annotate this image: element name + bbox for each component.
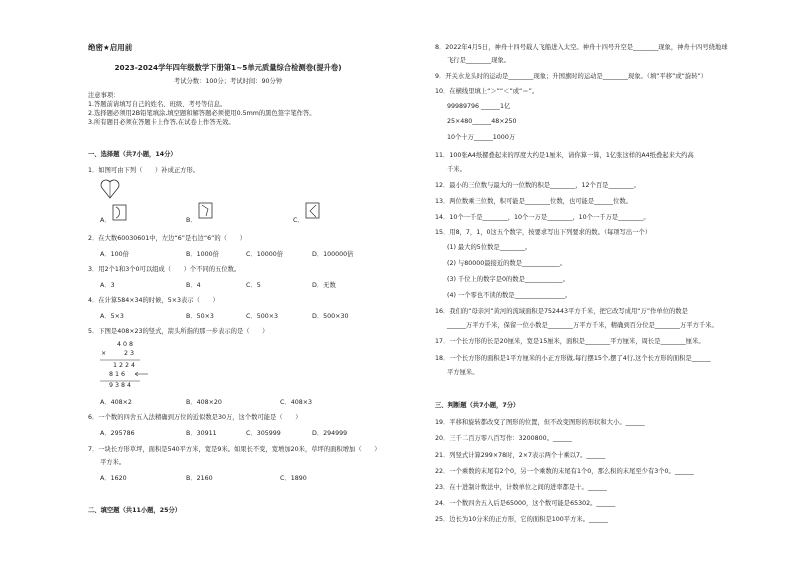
q6-option-b[interactable]: B．30911: [186, 430, 217, 437]
q12-line: 12．最小的三位数与最大的一位数的积是________，12个百是________。: [435, 182, 640, 189]
q4-option-b[interactable]: B．50×3: [186, 313, 214, 320]
q10-item-1[interactable]: 99989796 ______1亿: [447, 103, 511, 110]
vert-line-5: 9 3 8 4: [109, 382, 132, 389]
vert-line-3: 1 2 2 4: [113, 362, 136, 369]
q9-line: 9．开关水龙头时的运动是________现象；升国旗时的运动是________现象。（填“平移”或“旋转”）: [435, 73, 708, 80]
question-5: 5．下图是408×23的竖式，箭头所指的那一步表示的是（ ）: [88, 328, 269, 335]
q14-line: 14．10个一千是________，10个一万是________，10个一千万是________。: [435, 214, 650, 221]
question-1: 1．如图可由下列（ ）补成正方形。: [88, 167, 200, 174]
q3-option-b[interactable]: B．4: [186, 282, 201, 289]
q16-line-1: 16．我们的“母亲河”黄河的流域面积是752443平方千米，把它改写成用“万”作单位的数是: [435, 308, 688, 315]
option-c-shape-icon: [305, 202, 321, 220]
option-a-shape-icon: [112, 204, 128, 222]
q2-option-b[interactable]: B．1000倍: [186, 251, 219, 258]
q6-option-d[interactable]: D．294999: [312, 430, 348, 437]
question-2: 2．在大数60030601中，左边“6”是右边“6”的（ ）: [88, 235, 246, 242]
q2-option-d[interactable]: D．100000倍: [312, 251, 354, 258]
option-b-shape-icon: [198, 202, 214, 220]
q5-option-a[interactable]: A．408×2: [100, 399, 132, 406]
q10-item-2[interactable]: 25×480______48×250: [447, 118, 517, 125]
q15-item-2[interactable]: (2) 与80000最接近的数是____________。: [447, 260, 567, 267]
q4-option-a[interactable]: A．5×3: [100, 313, 124, 320]
question-3: 3．用2个1和3个0可以组成（ ）个不同的五位数。: [88, 266, 241, 273]
q6-option-a[interactable]: A．295786: [100, 430, 135, 437]
exam-meta: 考试分数：100分；考试时间：90分钟: [173, 78, 283, 85]
note-1: 1.答题前请填写自己的姓名、班级、考号等信息。: [88, 101, 227, 108]
q17-line: 17．一个长方形的长是20厘米，宽是15厘米，面积是________平方厘米，周长是________厘米。: [435, 338, 705, 345]
q10-item-3[interactable]: 10个十万______1000万: [447, 134, 516, 141]
question-7: 7．一块长方形草坪，面积是540平方米，宽是9米。如果长不变，宽增加20米，草坪的面积增加（ ）: [88, 446, 381, 453]
question-4: 4．在计算584×34的时候，5×3表示（ ）: [88, 297, 219, 304]
q15-item-3[interactable]: (3) 千位上的数字是0的数是____________。: [447, 276, 569, 283]
vert-line-4: 8 1 6: [109, 371, 126, 378]
q2-option-a[interactable]: A．100倍: [100, 251, 129, 258]
q19-line[interactable]: 19．平移和旋转都改变了图形的位置，但不改变图形的形状和大小。______: [435, 419, 645, 426]
q8-line-1: 8．2022年4月5日，神舟十四号载人飞船进入太空。神舟十四号升空是________现象，神舟十四号绕地球: [435, 44, 728, 51]
q16-line-2: ______万平方千米，保留一位小数是________万平方千米，精确到百分位是________万平方千米。: [447, 322, 718, 329]
exam-title: 2023-2024学年四年级数学下册第1~5单元质量综合检测卷(提升卷): [114, 63, 342, 72]
q15-item-1[interactable]: (1) 最大的5位数是________。: [447, 244, 532, 251]
q5-option-b[interactable]: B．408×20: [186, 399, 222, 406]
vert-line-1: 4 0 8: [117, 341, 134, 348]
q15-line: 15．用8，7，1，0这五个数字，按要求写出下列要求的数。（每项写出一个）: [435, 229, 652, 236]
q15-item-4[interactable]: (4) 一个零也不读的数是________________。: [447, 292, 572, 299]
vert-times: ×: [101, 350, 107, 357]
q7-option-b[interactable]: B．2160: [186, 475, 213, 482]
q18-line-1: 18．一个长方形的面积是1平方厘米的小正方形做,每行摆15个,摆了4行,这个长方形的面积是______: [435, 355, 711, 362]
q7-option-c[interactable]: C．1890: [280, 475, 307, 482]
q8-line-2: 飞行是________现象。: [447, 57, 510, 64]
vert-line-2: 2 3: [124, 350, 135, 357]
q20-line[interactable]: 20．三千二百万零八百写作：3200800。______: [435, 435, 572, 442]
question-7-cont: 平方米。: [100, 459, 126, 466]
q3-option-a[interactable]: A．3: [100, 282, 115, 289]
q22-line[interactable]: 22．一个乘数的末尾有2个0，另一个乘数的末尾有1个0，那么积的末尾至少有3个0。______: [435, 468, 694, 475]
q13-line: 13．两位数乘三位数，积可能是________位数，也可能是______位数。: [435, 198, 632, 205]
q18-line-2: 平方厘米。: [447, 369, 479, 376]
q23-line[interactable]: 23．在十进制计数法中，计数单位之间的进率都是十。______: [435, 484, 607, 491]
section-judge-title: 三、判断题（共7小题，7分）: [435, 402, 520, 409]
question-6: 6．一个数的四舍五入法精确到万位的近似数是30万，这个数可能是（ ）: [88, 414, 302, 421]
q3-option-c[interactable]: C．5: [246, 282, 261, 289]
q10-line: 10．在横线里填上“＞”“＜”或“＝”。: [435, 88, 539, 95]
q1-option-a[interactable]: A．: [100, 217, 111, 224]
q2-option-c[interactable]: C．10000倍: [246, 251, 284, 258]
q4-option-c[interactable]: C．500×3: [246, 313, 278, 320]
note-2: 2.选择题必须用2B铅笔填涂,填空题和解答题必须使用0.5mm的黑色签字笔作答。: [88, 110, 316, 117]
q5-option-c[interactable]: C．408×3: [280, 399, 312, 406]
q1-option-c[interactable]: C．: [293, 217, 304, 224]
q4-option-d[interactable]: D．500×30: [312, 313, 349, 320]
note-3: 3.所有题目必须在答题卡上作答,在试卷上作答无效。: [88, 119, 235, 126]
q3-option-d[interactable]: D．无数: [312, 282, 336, 289]
secret-label: 绝密★启用前: [88, 43, 133, 52]
heart-figure-icon: [100, 178, 120, 200]
q11-line-1: 11．100张A4纸摞叠起来的厚度大约是1厘米，请你算一算，1亿张这样的A4纸叠起来大约高: [435, 152, 694, 159]
q1-option-b[interactable]: B．: [186, 217, 197, 224]
right-page: [397, 0, 794, 562]
section-fill-title: 二、填空题（共11小题，25分）: [88, 507, 182, 514]
section-choice-title: 一、选择题（共7小题，14分）: [88, 151, 177, 158]
q6-option-c[interactable]: C．305999: [246, 430, 281, 437]
q24-line[interactable]: 24．一个数四舍五入后是65000，这个数可能是65302。______: [435, 500, 616, 507]
q25-line[interactable]: 25．边长为10分米的正方形，它的面积是100平方米。______: [435, 516, 608, 523]
vert-rules: [98, 358, 158, 384]
q7-option-a[interactable]: A．1620: [100, 475, 127, 482]
q11-line-2: 千米。: [447, 166, 466, 173]
notes-title: 注意事项：: [88, 92, 120, 99]
q21-line[interactable]: 21．列竖式计算299×78时，2×7表示两个十乘以7。______: [435, 452, 606, 459]
